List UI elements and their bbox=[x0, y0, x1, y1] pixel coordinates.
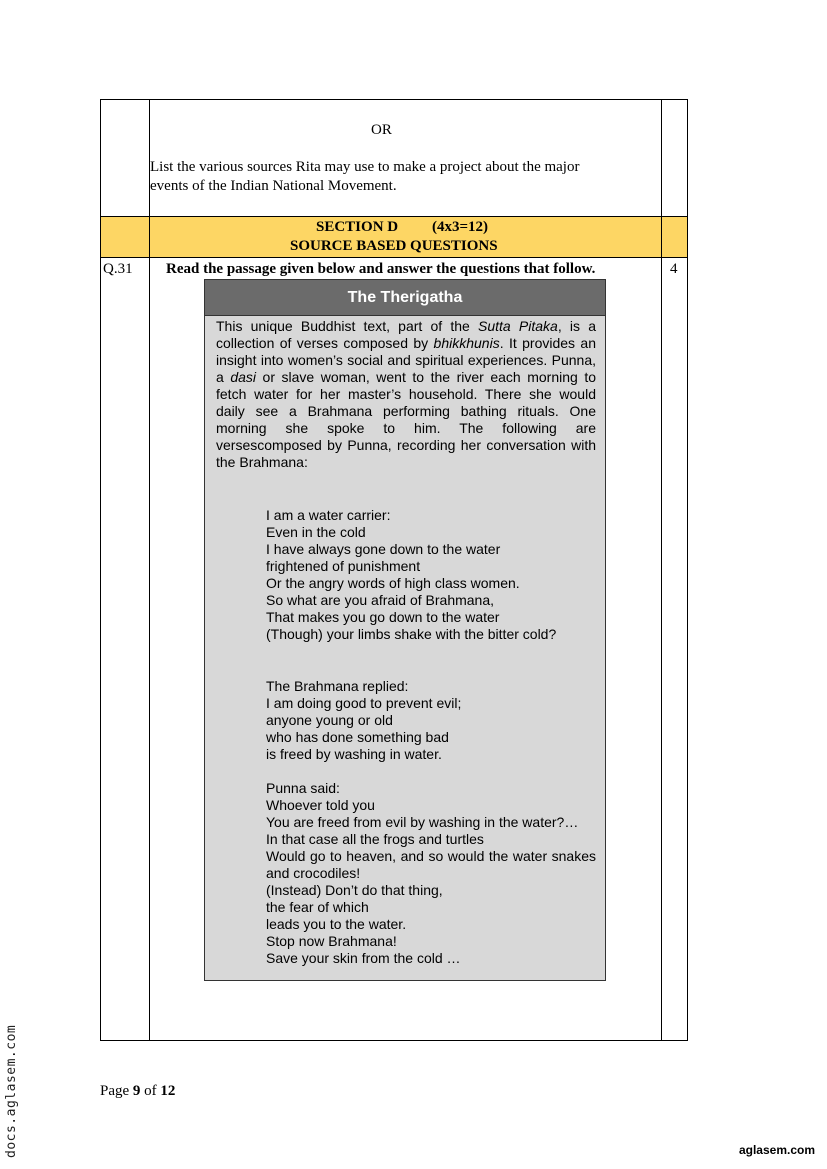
side-watermark-url: docs.aglasem.com bbox=[4, 1024, 19, 1158]
source-intro: This unique Buddhist text, part of the Sutta Pitaka, is a collection of verses composed by bhikkhunis. It provides an insight into women’s social and spiritual experiences. Punna, a dasi or slave woman, went to the river each morning to fetch water for her master’s household. There she would daily see a Brahmana performing bathing rituals. One morning she spoke to him. The following are versescomposed by Punna, recording her conversation with the Brahmana: bbox=[216, 318, 596, 470]
verse-stanza bbox=[266, 678, 461, 763]
question-number: Q.31 bbox=[103, 261, 133, 277]
verse-line: who has done something bad bbox=[266, 729, 449, 745]
page-total: 12 bbox=[160, 1083, 176, 1099]
verse-line: That makes you go down to the water bbox=[266, 609, 500, 625]
row-divider bbox=[101, 257, 687, 258]
verse-line: anyone young or old bbox=[266, 712, 393, 728]
verse-line: leads you to the water. bbox=[266, 916, 407, 932]
verse-line: So what are you afraid of Brahmana, bbox=[266, 592, 495, 608]
verse-line: Save your skin from the cold … bbox=[266, 950, 461, 966]
question-marks: 4 bbox=[670, 261, 678, 277]
verse-line: (Though) your limbs shake with the bitter cold? bbox=[266, 626, 557, 642]
section-subtitle: SOURCE BASED QUESTIONS bbox=[290, 238, 498, 254]
source-title: The Therigatha bbox=[205, 280, 605, 316]
verse-line: You are freed from evil by washing in the water?… bbox=[266, 814, 579, 830]
column-divider-left bbox=[149, 100, 150, 1040]
verse-line: Even in the cold bbox=[266, 524, 366, 540]
verse-line: frightened of punishment bbox=[266, 558, 421, 574]
alt-question-line: List the various sources Rita may use to make a project about the major bbox=[150, 159, 580, 175]
column-divider-right bbox=[661, 100, 662, 1040]
verse-line: I have always gone down to the water bbox=[266, 541, 501, 557]
verse-line: (Instead) Don’t do that thing, bbox=[266, 882, 443, 898]
page-number: 9 bbox=[132, 1083, 141, 1099]
row-divider bbox=[101, 216, 687, 217]
of-word: of bbox=[144, 1083, 157, 1099]
verse-stanza bbox=[266, 507, 556, 643]
verse-line: Stop now Brahmana! bbox=[266, 933, 397, 949]
verse-line: Or the angry words of high class women. bbox=[266, 575, 520, 591]
section-title: SECTION D bbox=[316, 219, 399, 235]
verse-line: is freed by washing in water. bbox=[266, 746, 442, 762]
verse-line: I am doing good to prevent evil; bbox=[266, 695, 462, 711]
or-label: OR bbox=[371, 122, 392, 138]
verse-stanza bbox=[266, 780, 596, 967]
section-marks: (4x3=12) bbox=[432, 219, 489, 235]
source-box bbox=[204, 279, 606, 981]
site-url: aglasem.com bbox=[738, 1143, 815, 1157]
question-instruction: Read the passage given below and answer the questions that follow. bbox=[166, 261, 596, 277]
verse-line: Whoever told you bbox=[266, 797, 375, 813]
alt-question-line: events of the Indian National Movement. bbox=[150, 178, 397, 194]
verse-line: The Brahmana replied: bbox=[266, 678, 409, 694]
verse-line: In that case all the frogs and turtles bbox=[266, 831, 484, 847]
verse-line: Punna said: bbox=[266, 780, 340, 796]
verse-line: I am a water carrier: bbox=[266, 507, 391, 523]
page-word: Page bbox=[100, 1083, 130, 1099]
verse-line: the fear of which bbox=[266, 899, 369, 915]
verse-line: Would go to heaven, and so would the water snakes and crocodiles! bbox=[266, 848, 596, 881]
page-footer bbox=[100, 1083, 175, 1100]
